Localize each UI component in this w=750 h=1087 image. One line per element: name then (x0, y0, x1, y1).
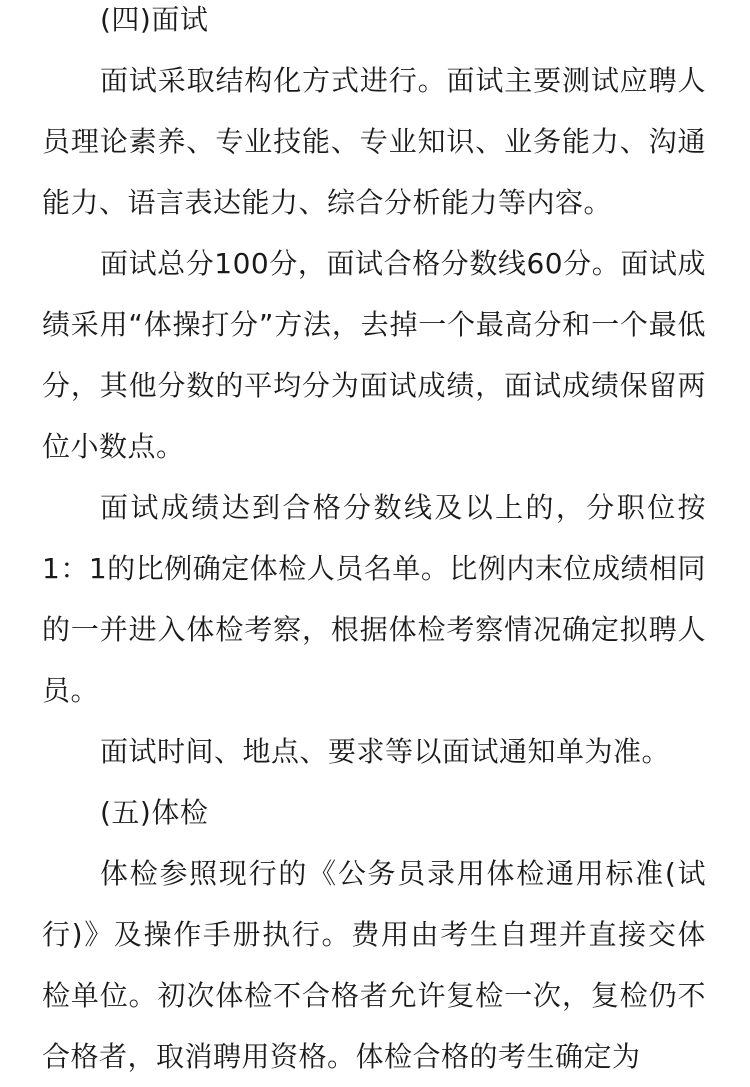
paragraph-physical-exam: 体检参照现行的《公务员录用体检通用标准(试行)》及操作手册执行。费用由考生自理并直接交体检单位。初次体检不合格者允许复检一次，复检仍不合格者，取消聘用资格。体检合格的考生确定为 (42, 857, 706, 1073)
paragraph-interview-ratio: 面试成绩达到合格分数线及以上的，分职位按1：1的比例确定体检人员名单。比例内末位成绩相同的一并进入体检考察，根据体检考察情况确定拟聘人员。 (42, 491, 706, 707)
paragraph-interview-method: 面试采取结构化方式进行。面试主要测试应聘人员理论素养、专业技能、专业知识、业务能力、沟通能力、语言表达能力、综合分析能力等内容。 (42, 64, 706, 219)
section-heading-interview: (四)面试 (100, 3, 209, 36)
paragraph-interview-scoring: 面试总分100分，面试合格分数线60分。面试成绩采用“体操打分”方法，去掉一个最高分和一个最低分，其他分数的平均分为面试成绩，面试成绩保留两位小数点。 (42, 247, 706, 463)
paragraph-interview-notice: 面试时间、地点、要求等以面试通知单为准。 (100, 735, 671, 768)
section-heading-physical-exam: (五)体检 (100, 796, 209, 829)
